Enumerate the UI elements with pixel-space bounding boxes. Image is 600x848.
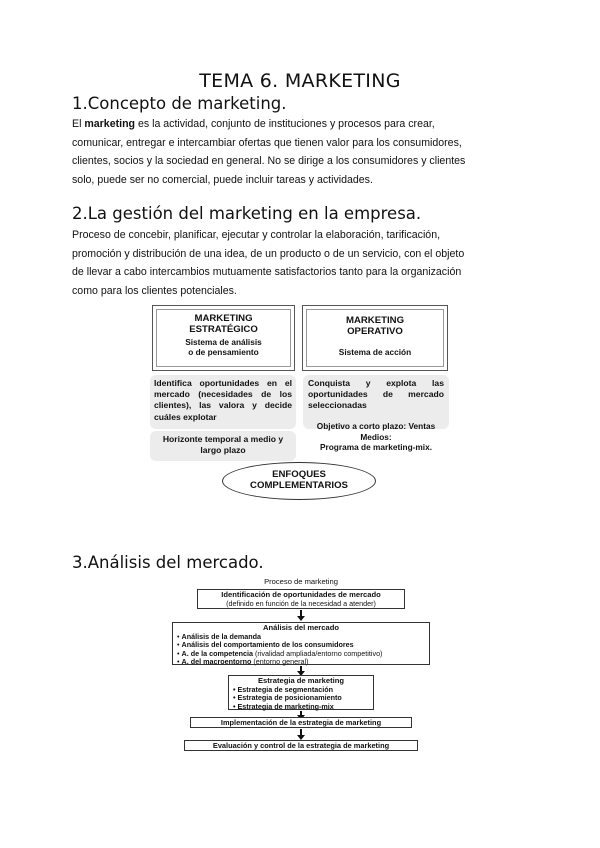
strategic-title — [153, 313, 294, 335]
step-title: Identificación de oportunidades de mercado — [221, 590, 381, 599]
strategic-horizon — [150, 431, 296, 461]
text-run: es la actividad, conjunto de instituciones y procesos para crear, — [135, 118, 435, 130]
objective-line: Medios: — [360, 431, 392, 442]
step-title: Análisis del mercado — [263, 623, 339, 632]
step-bullet: • Estrategia de posicionamiento — [233, 693, 342, 703]
step-bullet: • Estrategia de segmentación — [233, 684, 333, 694]
step-bullet: • A. de la competencia (rivalidad ampliada/entorno competitivo) — [177, 648, 383, 658]
paragraph-line: de llevar a cabo intercambios mutuamente satisfactorios tanto para la organización — [72, 266, 462, 278]
objective-line: Objetivo a corto plazo: Ventas — [316, 421, 436, 431]
horizon-line: largo plazo — [200, 445, 246, 456]
step-implementacion: Implementación de la estrategia de marketing — [190, 717, 412, 728]
title-line: MARKETING — [345, 315, 405, 326]
paragraph-line — [72, 115, 532, 134]
subtitle-line: Sistema de análisis — [185, 337, 262, 347]
ellipse-line: ENFOQUES — [272, 469, 326, 480]
paragraph-line: Proceso de concebir, planificar, ejecutar y controlar la elaboración, tarificación, — [72, 229, 441, 241]
marketing-process-flowchart — [170, 577, 432, 752]
paragraph-line: comunicar, entregar e intercambiar ofertas que tienen valor para los consumidores, — [72, 136, 462, 149]
objective-line: Programa de marketing-mix. — [319, 442, 433, 453]
bullet-text: Estrategia de posicionamiento — [237, 693, 342, 703]
bullet-bold: A. del macroentorno — [181, 657, 252, 667]
step-bullet: • Estrategia de marketing-mix — [233, 701, 334, 711]
paragraph-line: promoción y distribución de una idea, de un producto o de un servicio, con el objeto — [72, 247, 465, 260]
step-evaluacion: Evaluación y control de la estrategia de marketing — [184, 740, 418, 751]
text-run: El — [72, 118, 85, 130]
subtitle-line: o de pensamiento — [188, 347, 259, 357]
flowchart-caption: Proceso de marketing — [264, 577, 338, 586]
paragraph-line: solo, puede ser no comercial, puede incluir tareas y actividades. — [72, 173, 373, 186]
operative-title — [303, 315, 447, 337]
step-title: Estrategia de marketing — [257, 676, 345, 685]
bold-term: marketing — [84, 118, 136, 130]
complementary-approaches-ellipse — [222, 462, 376, 500]
strategic-marketing-box — [152, 305, 295, 371]
step-estrategia — [228, 675, 374, 710]
bullet-bold: Análisis del comportamiento de los consumidores — [181, 640, 354, 650]
strategic-subtitle — [153, 337, 294, 357]
step-analisis — [172, 622, 430, 665]
strategic-description: Identifica oportunidades en el mercado (necesidades de los clientes), las valora y decide cuáles explotar — [150, 375, 296, 429]
section-heading-analisis: 3.Análisis del mercado. — [72, 553, 264, 572]
bullet-note: (rivalidad ampliada/entorno competitivo) — [253, 648, 383, 658]
paragraph-line: clientes, socios y la sociedad en general. No se dirige a los consumidores y clientes — [72, 155, 466, 167]
bullet-text: Estrategia de marketing-mix — [237, 701, 334, 711]
paragraph-concepto — [72, 115, 532, 189]
bullet-bold: Análisis de la demanda — [181, 631, 262, 641]
section-heading-gestion: 2.La gestión del marketing en la empresa. — [72, 204, 422, 223]
operative-subtitle: Sistema de acción — [338, 347, 412, 357]
title-line: OPERATIVO — [347, 326, 403, 337]
paragraph-gestion — [72, 226, 532, 300]
ellipse-line: COMPLEMENTARIOS — [250, 480, 348, 491]
step-bullet: • Análisis del comportamiento de los consumidores — [177, 640, 354, 650]
operative-marketing-box — [302, 305, 448, 371]
bullet-bold: A. de la competencia — [181, 648, 254, 658]
step-subtitle: (definido en función de la necesidad a atender) — [226, 598, 376, 608]
section-heading-concepto: 1.Concepto de marketing. — [72, 94, 287, 113]
bullet-text: Estrategia de segmentación — [237, 684, 333, 694]
title-line: MARKETING — [194, 313, 253, 324]
bullet-note: (entorno general) — [251, 657, 309, 667]
paragraph-line: como para los clientes potenciales. — [72, 284, 237, 297]
marketing-types-diagram — [150, 305, 450, 501]
operative-objective — [303, 419, 449, 461]
title-line: ESTRATÉGICO — [189, 324, 258, 335]
operative-description: Conquista y explota las oportunidades de mercado seleccionadas — [303, 375, 449, 429]
horizon-line: Horizonte temporal a medio y — [162, 434, 284, 444]
step-identificacion — [197, 589, 405, 609]
step-bullet: • A. del macroentorno (entorno general) — [177, 657, 309, 667]
page-title: TEMA 6. MARKETING — [199, 70, 401, 92]
step-bullet: • Análisis de la demanda — [177, 631, 262, 641]
